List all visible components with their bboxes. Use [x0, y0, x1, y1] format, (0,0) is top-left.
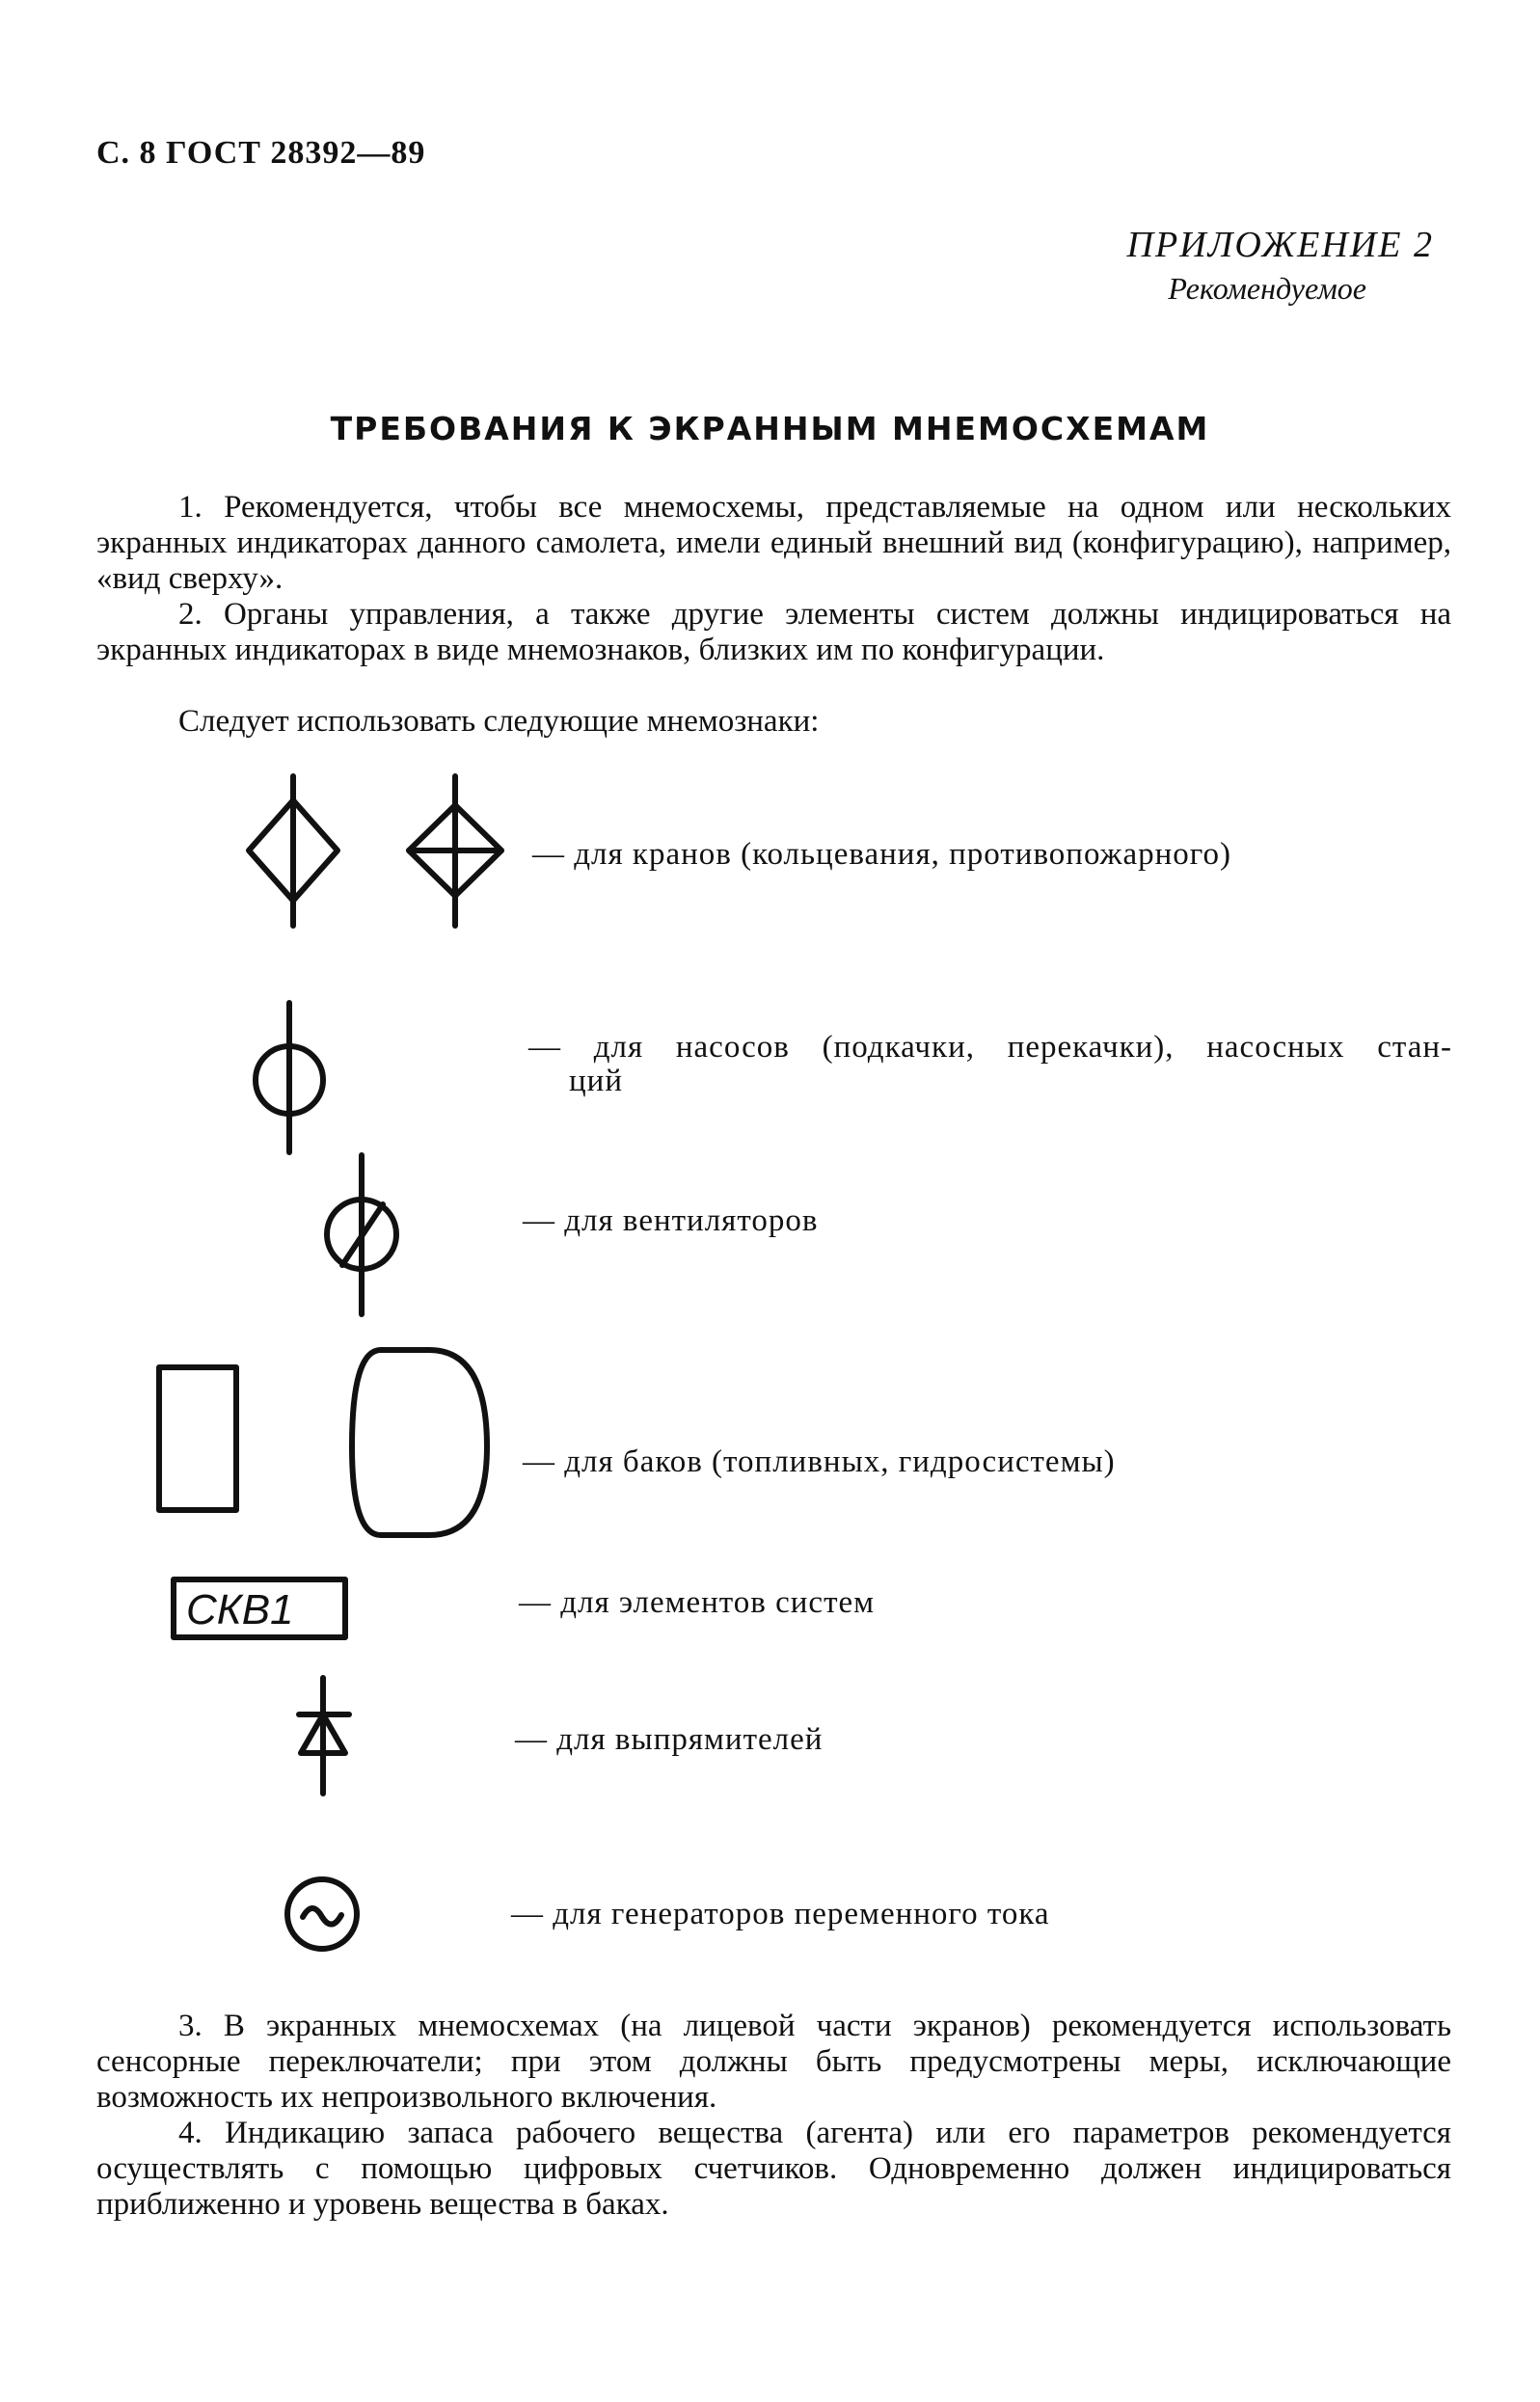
- paragraph-2b: Следует использовать следующие мнемознаки:: [178, 704, 820, 739]
- generator-symbol: [287, 1879, 357, 1949]
- label-tanks: — для баков (топливных, гидросистемы): [523, 1444, 1116, 1479]
- paragraph-4: 4. Индикацию запаса рабочего вещества (агента) или его параметров рекомендуется осуществлять с помощью цифровых счетчиков. Одновременно должен индицироваться приближенно и уровень вещества в баках.: [96, 2116, 1451, 2222]
- paragraph-3: 3. В экранных мнемосхемах (на лицевой части экранов) рекомендуется использовать сенсорные переключатели; при этом должны быть предусмотрены меры, исключающие возможность их непроизвольного включения.: [96, 2009, 1451, 2115]
- label-rectifiers: — для выпрямителей: [515, 1722, 824, 1757]
- label-pumps-line1: — для насосов (подкачки, перекачки), насосных стан-: [528, 1030, 1452, 1065]
- appendix-status: Рекомендуемое: [1168, 271, 1366, 307]
- label-valves: — для кранов (кольцевания, противопожарного): [532, 837, 1231, 872]
- label-fans: — для вентиляторов: [523, 1203, 819, 1238]
- label-pumps-line2: ций: [569, 1064, 623, 1098]
- page-header: С. 8 ГОСТ 28392—89: [96, 135, 426, 171]
- appendix-title: ПРИЛОЖЕНИЕ 2: [1126, 225, 1434, 265]
- paragraph-2: 2. Органы управления, а также другие элементы систем должны индицироваться на экранных индикаторах в виде мнемознаков, близких им по конфигурации.: [96, 597, 1451, 667]
- fan-symbol: [327, 1155, 396, 1314]
- valve-symbol-ring: [249, 776, 338, 926]
- system-element-box-label: СКВ1: [186, 1586, 294, 1633]
- document-title: ТРЕБОВАНИЯ К ЭКРАННЫМ МНЕМОСХЕМАМ: [330, 410, 1210, 447]
- tank-round-symbol: [352, 1350, 487, 1535]
- paragraph-1: 1. Рекомендуется, чтобы все мнемосхемы, представляемые на одном или нескольких экранных индикаторах данного самолета, имели единый внешний вид (конфигурацию), например, «вид сверху».: [96, 490, 1451, 596]
- tank-rect-symbol: [159, 1367, 236, 1510]
- label-generators: — для генераторов переменного тока: [511, 1897, 1050, 1931]
- pump-symbol: [256, 1003, 323, 1152]
- valve-symbol-fire: [409, 776, 501, 926]
- rectifier-symbol: [299, 1678, 349, 1794]
- label-system-elements: — для элементов систем: [519, 1585, 876, 1620]
